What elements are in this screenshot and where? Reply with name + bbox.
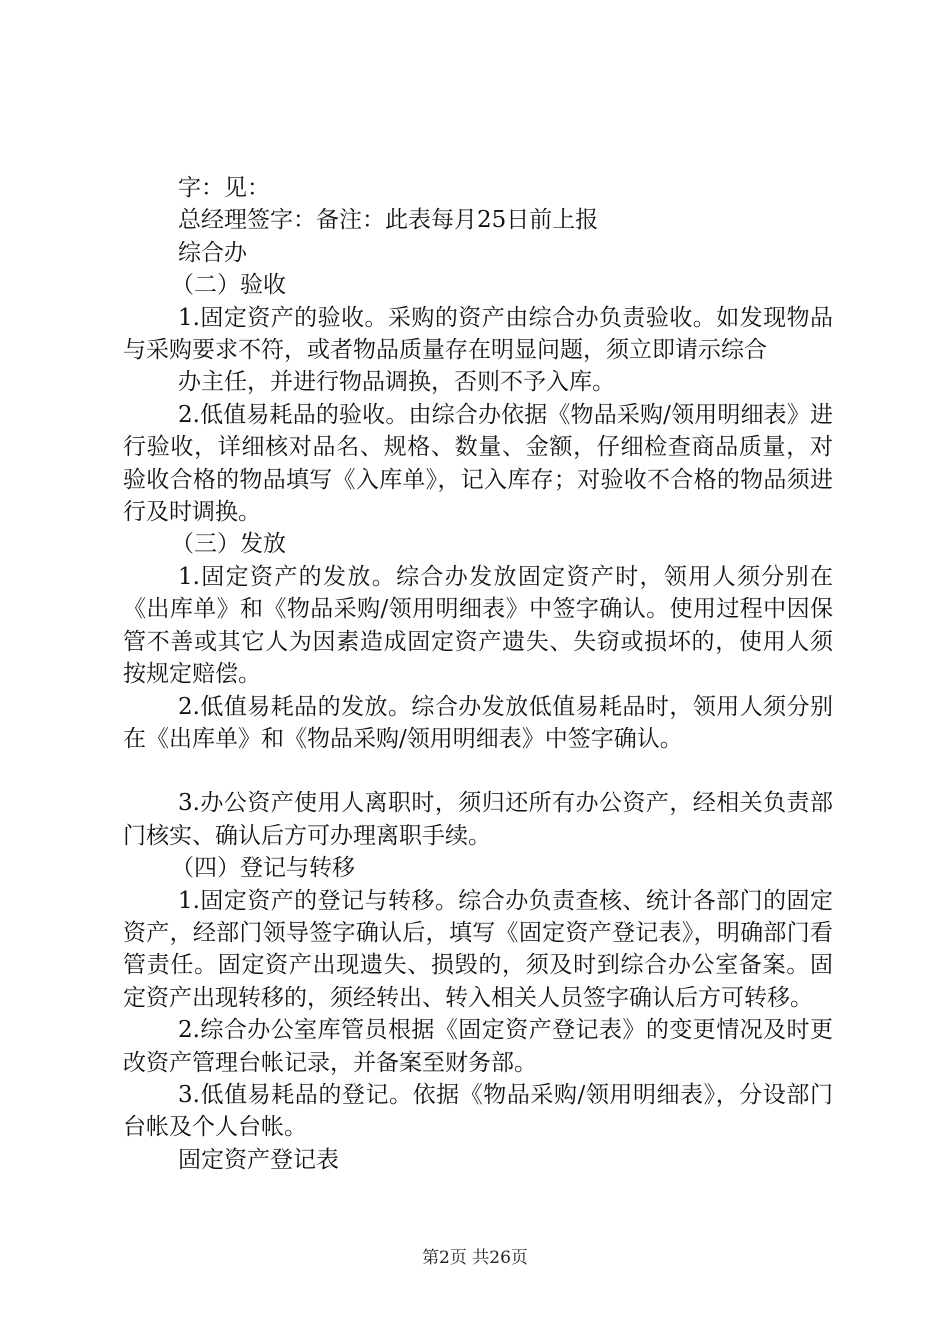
paragraph-issuance-3: 3.办公资产使用人离职时，须归还所有办公资产，经相关负责部门核实、确认后方可办理离职手续。 <box>123 790 833 849</box>
line-signature-2: 总经理签字：备注：此表每月25日前上报 <box>178 207 599 234</box>
paragraph-issuance-2: 2.低值易耗品的发放。综合办发放低值易耗品时，领用人须分别在《出库单》和《物品采购/领用明细表》中签字确认。 <box>123 693 833 752</box>
paragraph-acceptance-1a: 1.固定资产的验收。采购的资产由综合办负责验收。如发现物品与采购要求不符，或者物品质量存在明显问题，须立即请示综合 <box>123 304 833 364</box>
paragraph-registration-1: 1.固定资产的登记与转移。综合办负责查核、统计各部门的固定资产，经部门领导签字确认后，填写《固定资产登记表》，明确部门看管责任。固定资产出现遗失、损毁的，须及时到综合办公室备案。固定资产出现转移的，须经转出、转入相关人员签字确认后方可转移。 <box>123 887 833 1011</box>
section-heading-acceptance: （二）验收 <box>171 272 286 299</box>
paragraph-acceptance-2: 2.低值易耗品的验收。由综合办依据《物品采购/领用明细表》进行验收，详细核对品名、规格、数量、金额，仔细检查商品质量，对验收合格的物品填写《入库单》，记入库存；对验收不合格的物品须进行及时调换。 <box>123 401 833 526</box>
page-footer <box>0 1243 950 1268</box>
paragraph-acceptance-1b: 办主任，并进行物品调换，否则不予入库。 <box>178 369 615 396</box>
section-heading-registration: （四）登记与转移 <box>171 855 355 882</box>
paragraph-registration-2: 2.综合办公室库管员根据《固定资产登记表》的变更情况及时更改资产管理台帐记录，并备案至财务部。 <box>123 1017 833 1076</box>
page-number: 第2页 共26页 <box>422 1248 528 1268</box>
document-body <box>123 172 833 1176</box>
closing-title: 固定资产登记表 <box>178 1146 339 1173</box>
line-signature-1: 字：见： <box>178 175 270 201</box>
paragraph-issuance-1: 1.固定资产的发放。综合办发放固定资产时，领用人须分别在《出库单》和《物品采购/领用明细表》中签字确认。使用过程中因保管不善或其它人为因素造成固定资产遗失、失窃或损坏的，使用人须按规定赔偿。 <box>123 563 833 688</box>
paragraph-registration-3: 3.低值易耗品的登记。依据《物品采购/领用明细表》，分设部门台帐及个人台帐。 <box>123 1081 833 1141</box>
section-heading-issuance: （三）发放 <box>171 531 286 558</box>
paragraph-gap <box>123 755 833 787</box>
line-dept: 综合办 <box>178 239 247 266</box>
